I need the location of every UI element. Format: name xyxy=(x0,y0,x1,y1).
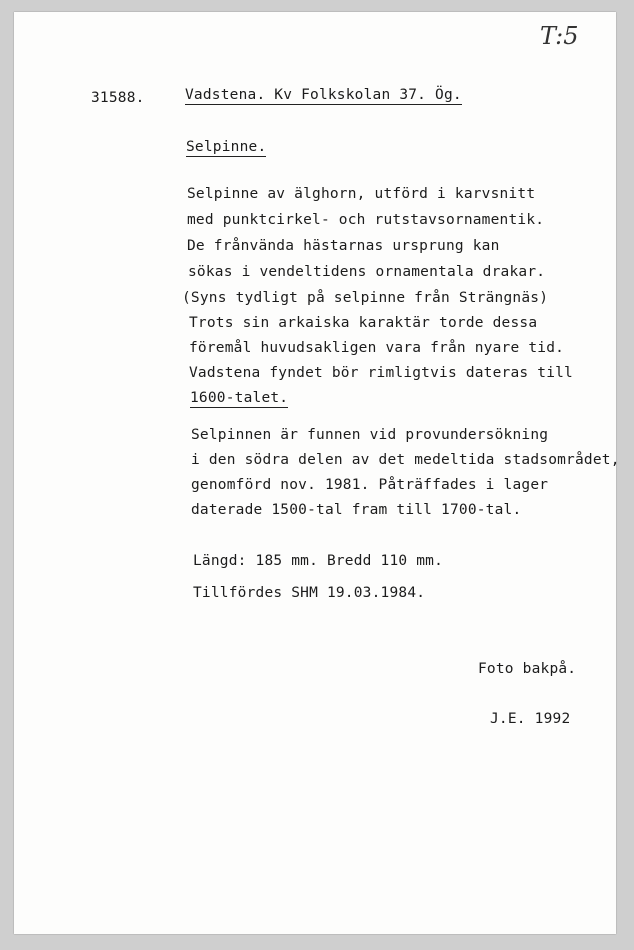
photo-note: Foto bakpå. xyxy=(478,661,577,677)
context-line: genomförd nov. 1981. Påträffades i lager xyxy=(191,477,549,493)
inventory-number: 31588. xyxy=(91,90,145,106)
description-line: sökas i vendeltidens ornamentala drakar. xyxy=(188,264,546,280)
dimensions-line: Längd: 185 mm. Bredd 110 mm. xyxy=(193,553,444,569)
signature: J.E. 1992 xyxy=(490,711,571,727)
document-page xyxy=(14,12,616,934)
description-line-date: 1600-talet. xyxy=(190,390,289,406)
description-line: Selpinne av älghorn, utförd i karvsnitt xyxy=(187,186,536,202)
context-line: i den södra delen av det medeltida stadsområdet, xyxy=(191,452,620,468)
description-line: föremål huvudsakligen vara från nyare tid. xyxy=(189,340,565,356)
description-line: (Syns tydligt på selpinne från Strängnäs) xyxy=(182,290,549,306)
document-heading: Vadstena. Kv Folkskolan 37. Ög. xyxy=(185,87,462,103)
description-line: Vadstena fyndet bör rimligtvis dateras till xyxy=(189,365,573,381)
description-line: med punktcirkel- och rutstavsornamentik. xyxy=(187,212,545,228)
corner-mark: T:5 xyxy=(540,22,579,50)
description-line: Trots sin arkaiska karaktär torde dessa xyxy=(189,315,538,331)
context-line: Selpinnen är funnen vid provundersökning xyxy=(191,427,549,443)
description-line: De frånvända hästarnas ursprung kan xyxy=(187,238,500,254)
context-line: daterade 1500-tal fram till 1700-tal. xyxy=(191,502,522,518)
object-name: Selpinne. xyxy=(186,139,267,155)
accession-line: Tillfördes SHM 19.03.1984. xyxy=(193,585,426,601)
